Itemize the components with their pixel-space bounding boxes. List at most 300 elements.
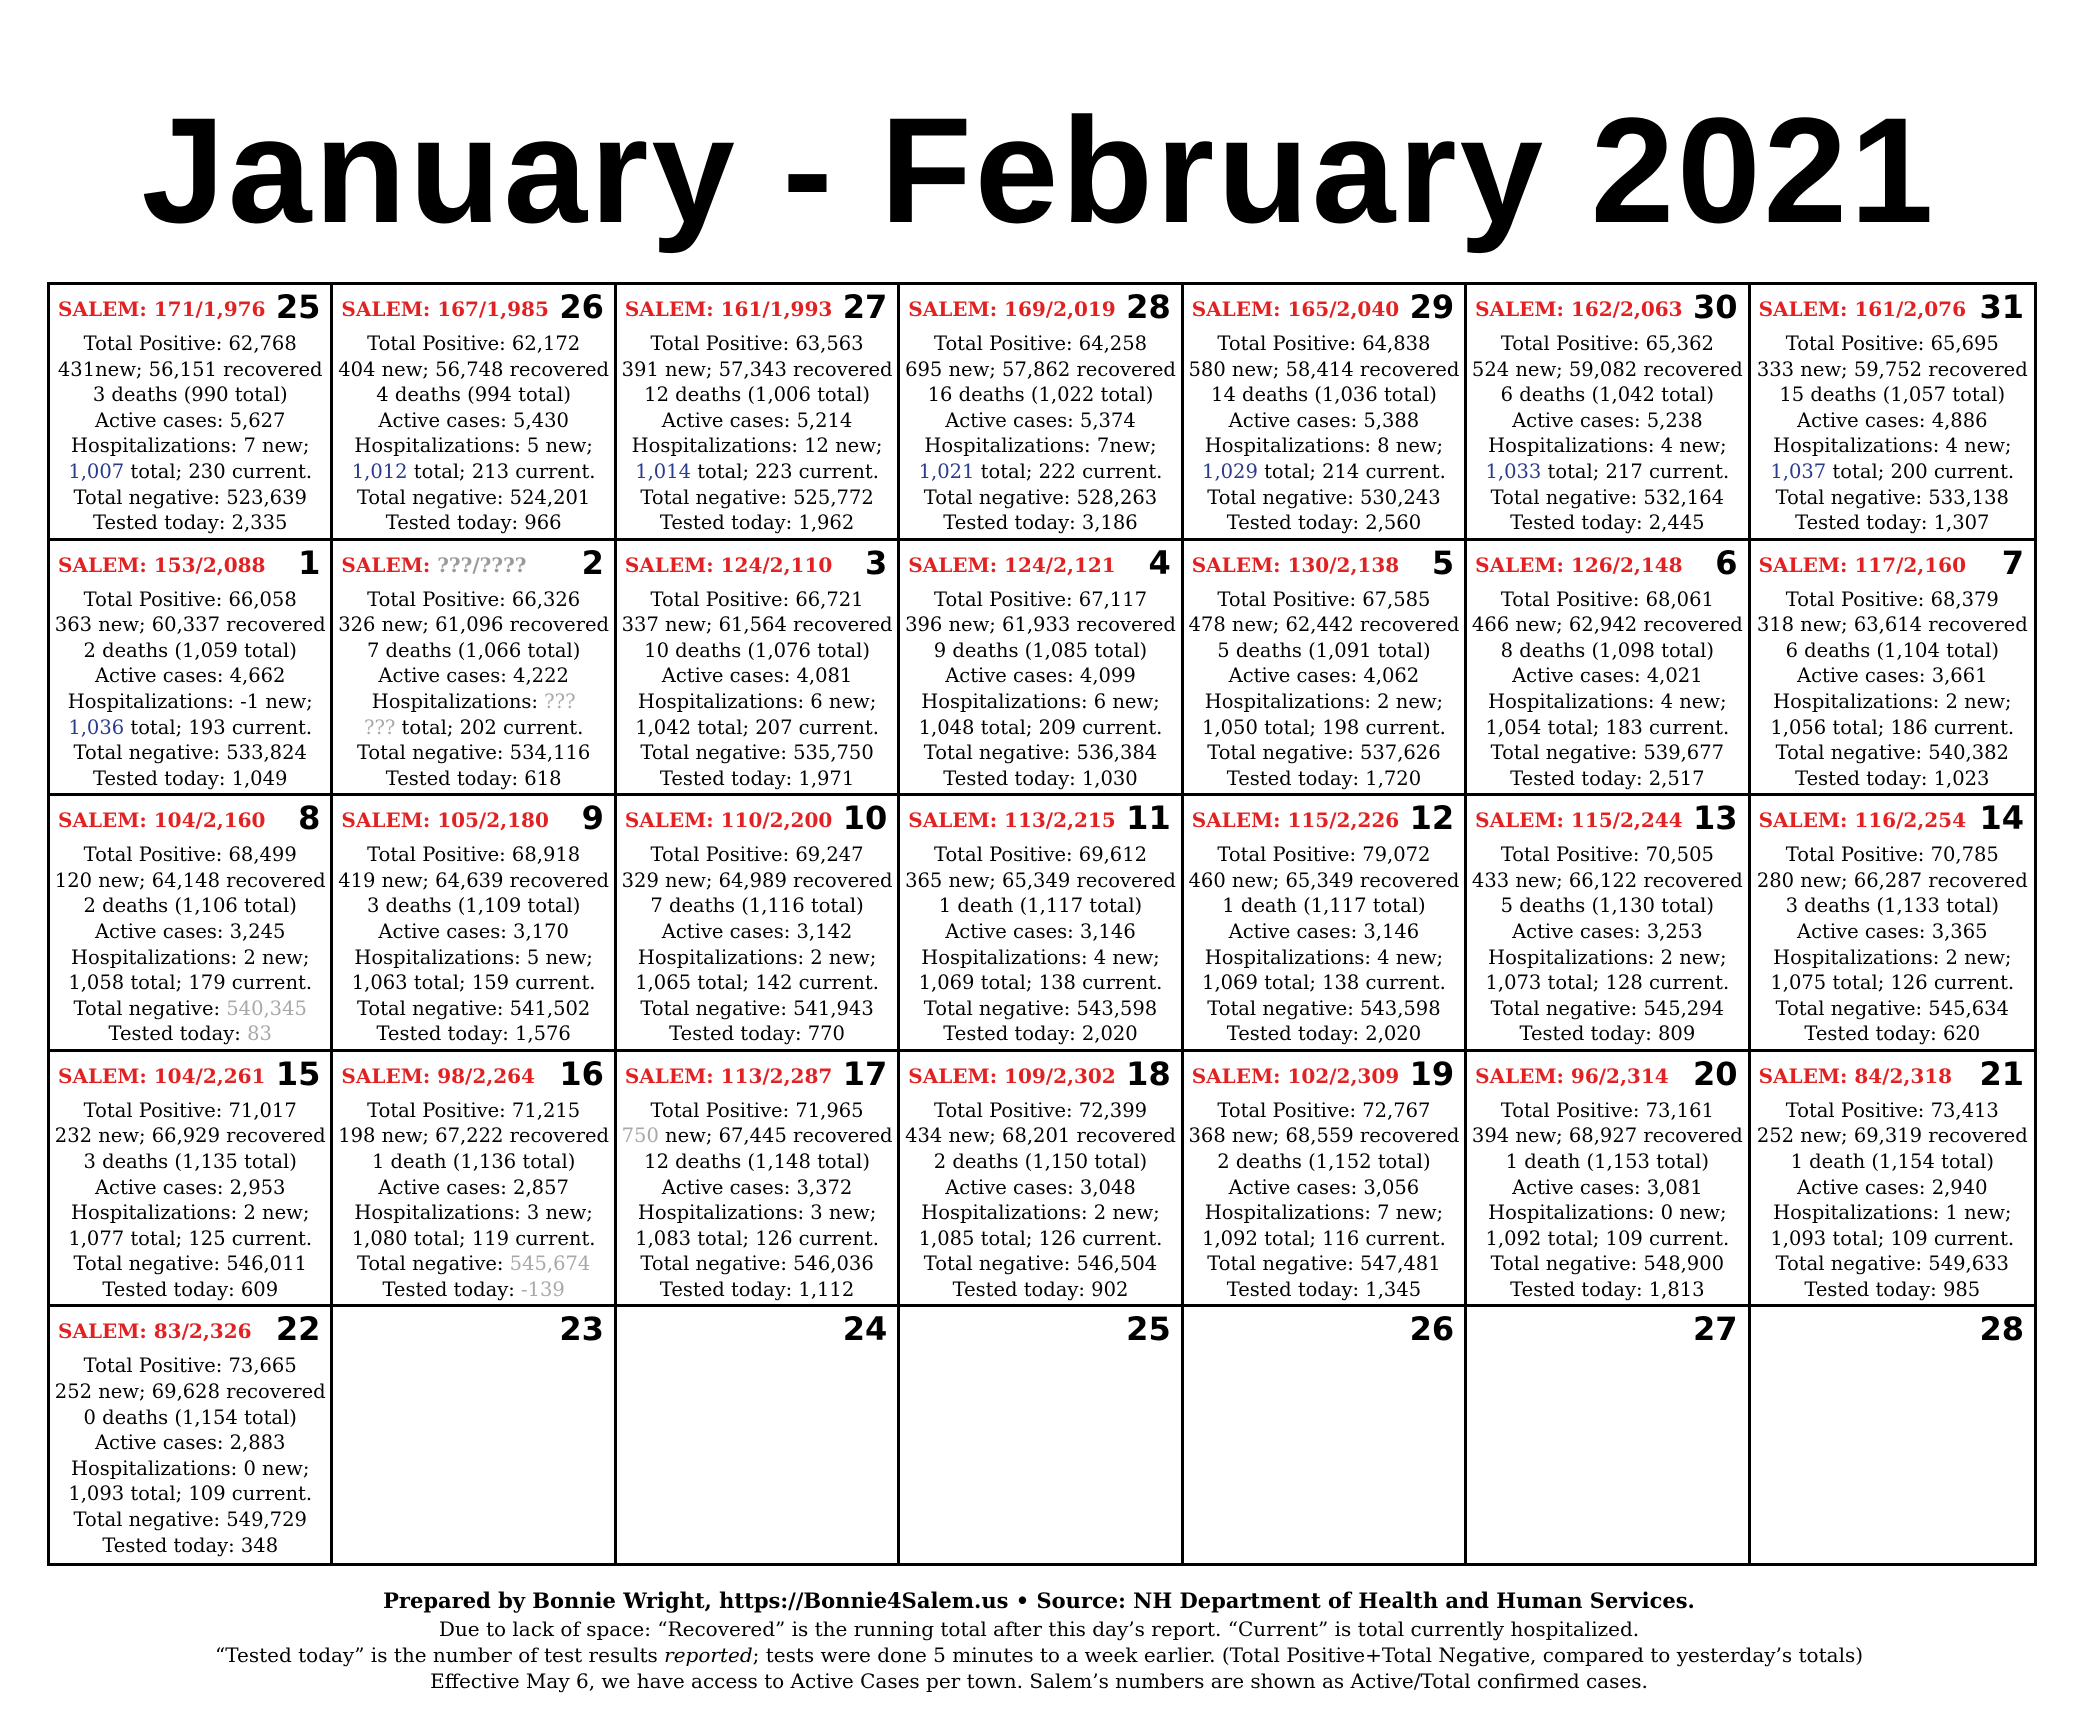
total-positive-text: Total Positive: 66,326 <box>367 587 581 611</box>
new-recovered-text: 394 new; 68,927 recovered <box>1471 1124 1743 1148</box>
salem-count <box>625 808 832 832</box>
hospitalizations-new-text: Hospitalizations: 0 new; <box>1488 1201 1727 1225</box>
active-cases-text: Active cases: 5,214 <box>661 408 853 432</box>
active-cases <box>617 408 897 434</box>
tested-today-text: Tested today: 1,307 <box>1795 511 1990 535</box>
total-negative <box>1751 485 2034 511</box>
hospitalizations-new-text: Hospitalizations: 5 new; <box>354 945 593 969</box>
salem-value: 110/2,200 <box>720 808 833 833</box>
active-cases <box>50 1175 330 1201</box>
hospitalizations-new <box>900 945 1180 971</box>
deaths <box>1751 638 2034 664</box>
hospitalizations-total-text: 1,085 total; 126 current. <box>918 1226 1163 1250</box>
hospitalizations-total <box>1184 459 1464 485</box>
day-cell <box>1467 1052 1750 1308</box>
hospitalizations-total <box>333 459 613 485</box>
new-recovered <box>333 1123 613 1149</box>
salem-label: SALEM: <box>1758 552 1855 577</box>
tested-today <box>617 510 897 536</box>
day-number: 31 <box>1979 288 2024 326</box>
salem-value: 113/2,215 <box>1004 808 1116 833</box>
total-negative-text: Total negative: 532,164 <box>1490 485 1725 509</box>
tested-today <box>50 1277 330 1303</box>
deaths-text: 2 deaths (1,106 total) <box>83 894 297 918</box>
active-cases-text: Active cases: 3,056 <box>1228 1175 1420 1199</box>
salem-count <box>58 553 265 577</box>
hospitalizations-new <box>50 1200 330 1226</box>
day-stats <box>900 1098 1180 1303</box>
hospitalizations-total-text: 1,093 total; 109 current. <box>68 1482 313 1506</box>
hospitalizations-total <box>333 1226 613 1252</box>
deaths-text: 3 deaths (1,133 total) <box>1785 894 1999 918</box>
hospitalizations-total-text: 1,050 total; 198 current. <box>1202 715 1446 739</box>
hospitalizations-total-text: total; 222 current. <box>974 459 1163 483</box>
hospitalizations-new <box>900 433 1180 459</box>
salem-label: SALEM: <box>341 552 438 577</box>
day-number: 5 <box>1431 543 1455 582</box>
salem-count <box>1192 1064 1399 1088</box>
day-cell <box>1184 1052 1467 1308</box>
hospitalizations-total <box>1467 970 1747 996</box>
hospitalizations-total-text: 1,021 <box>918 459 975 483</box>
deaths <box>617 638 897 664</box>
day-stats <box>1184 587 1464 792</box>
day-cell <box>900 1307 1183 1563</box>
total-negative <box>333 996 613 1022</box>
salem-label: SALEM: <box>58 1063 154 1088</box>
day-stats <box>617 1098 897 1303</box>
total-negative <box>50 1507 330 1533</box>
salem-count <box>58 297 265 321</box>
day-number: 27 <box>1693 1310 1738 1349</box>
hospitalizations-total-text: total; 214 current. <box>1257 459 1446 483</box>
day-cell <box>50 541 333 797</box>
new-recovered <box>617 868 897 894</box>
total-positive <box>617 331 897 357</box>
tested-today <box>50 510 330 536</box>
total-negative-text: Total negative: 543,598 <box>1207 996 1441 1020</box>
day-stats <box>333 842 613 1047</box>
new-recovered <box>1467 357 1747 383</box>
hospitalizations-total <box>900 459 1180 485</box>
day-cell <box>1184 541 1467 797</box>
salem-count <box>1192 297 1399 321</box>
active-cases-text: Active cases: 3,146 <box>945 919 1136 943</box>
total-negative <box>1751 1251 2034 1277</box>
new-recovered <box>50 1379 330 1405</box>
hospitalizations-new-text: Hospitalizations: 4 new; <box>1488 689 1727 713</box>
new-recovered <box>1184 1123 1464 1149</box>
total-positive <box>1467 331 1747 357</box>
deaths-text: 3 deaths (990 total) <box>92 383 288 407</box>
salem-value: 161/2,076 <box>1854 297 1967 321</box>
total-negative <box>617 996 897 1022</box>
day-number: 26 <box>1409 1310 1455 1349</box>
salem-value: 102/2,309 <box>1287 1063 1400 1088</box>
salem-value: 98/2,264 <box>437 1063 535 1088</box>
new-recovered <box>900 1123 1180 1149</box>
day-number: 14 <box>1979 799 2024 838</box>
hospitalizations-total <box>50 459 330 485</box>
hospitalizations-total-text: total; 223 current. <box>691 459 879 483</box>
hospitalizations-total <box>333 715 613 741</box>
tested-today <box>1467 510 1747 536</box>
hospitalizations-total-text: 1,054 total; 183 current. <box>1485 715 1730 739</box>
active-cases-text: Active cases: 4,222 <box>378 664 569 688</box>
deaths <box>50 1405 330 1431</box>
salem-value: 124/2,110 <box>720 552 833 577</box>
day-stats <box>333 587 613 792</box>
active-cases-text: Active cases: 3,146 <box>1228 919 1420 943</box>
salem-value: 117/2,160 <box>1854 552 1967 577</box>
deaths-text: 14 deaths (1,036 total) <box>1211 383 1437 407</box>
active-cases-text: Active cases: 3,142 <box>661 919 853 943</box>
active-cases-text: Active cases: 2,953 <box>94 1175 286 1199</box>
tested-today-text: Tested today: 1,971 <box>659 766 855 790</box>
total-positive <box>1751 842 2034 868</box>
total-negative-text: Total negative: 540,382 <box>1775 741 2009 765</box>
hospitalizations-new-text: Hospitalizations: 2 new; <box>1488 945 1727 969</box>
salem-label: SALEM: <box>1475 552 1571 577</box>
total-negative <box>1184 1251 1464 1277</box>
new-recovered-text: 198 new; 67,222 recovered <box>338 1124 610 1148</box>
new-recovered-text: 280 new; 66,287 recovered <box>1756 868 2028 892</box>
tested-today <box>50 1021 330 1047</box>
day-cell <box>1467 285 1750 541</box>
deaths-text: 2 deaths (1,059 total) <box>83 638 297 662</box>
hospitalizations-total-text: 1,014 <box>635 459 692 483</box>
hospitalizations-total <box>900 1226 1180 1252</box>
tested-today <box>1751 1277 2034 1303</box>
total-negative <box>50 996 330 1022</box>
deaths-text: 6 deaths (1,104 total) <box>1785 638 1999 662</box>
tested-today-text: Tested today: <box>108 1022 248 1046</box>
day-cell <box>333 796 616 1052</box>
salem-value: 115/2,244 <box>1570 808 1683 833</box>
day-stats <box>50 587 330 792</box>
tested-today <box>333 1021 613 1047</box>
day-number: 13 <box>1693 799 1738 838</box>
new-recovered-text: 391 new; 57,343 recovered <box>621 357 893 381</box>
new-recovered-text: 318 new; 63,614 recovered <box>1756 613 2028 637</box>
deaths-text: 1 death (1,154 total) <box>1790 1149 1994 1173</box>
deaths-text: 4 deaths (994 total) <box>376 383 572 407</box>
total-negative-text: Total negative: 523,639 <box>73 485 307 509</box>
total-negative-text: Total negative: 545,634 <box>1775 996 2009 1020</box>
deaths <box>50 1149 330 1175</box>
day-number: 28 <box>1126 288 1171 326</box>
day-cell <box>1184 1307 1467 1563</box>
footer-note-active: Effective May 6, we have access to Active Cases per town. Salem’s numbers are shown as Active/Total confirmed cases. <box>430 1669 1648 1693</box>
hospitalizations-total-text: 1,042 total; 207 current. <box>635 715 879 739</box>
salem-label: SALEM: <box>1758 808 1855 833</box>
active-cases <box>1184 663 1464 689</box>
new-recovered-text: 333 new; 59,752 recovered <box>1756 357 2028 381</box>
hospitalizations-total-text: 1,056 total; 186 current. <box>1770 715 2015 739</box>
total-positive <box>1467 842 1747 868</box>
hospitalizations-new <box>1184 689 1464 715</box>
total-positive <box>1751 1098 2034 1124</box>
tested-today-text: Tested today: 1,030 <box>943 766 1138 790</box>
tested-today-text: Tested today: 2,020 <box>1226 1022 1422 1046</box>
salem-count <box>908 553 1115 577</box>
active-cases-text: Active cases: 5,430 <box>378 408 569 432</box>
salem-count <box>58 1064 265 1088</box>
hospitalizations-total <box>617 1226 897 1252</box>
salem-label: SALEM: <box>1758 1063 1855 1088</box>
new-recovered <box>1751 868 2034 894</box>
total-positive <box>1467 587 1747 613</box>
hospitalizations-new <box>50 1456 330 1482</box>
day-number: 19 <box>1409 1054 1455 1093</box>
active-cases <box>1467 663 1747 689</box>
total-positive <box>333 842 613 868</box>
day-number: 12 <box>1409 799 1455 838</box>
total-negative <box>50 740 330 766</box>
total-positive-text: Total Positive: 73,161 <box>1500 1098 1714 1122</box>
day-number: 18 <box>1126 1054 1171 1093</box>
hospitalizations-new <box>1467 945 1747 971</box>
hospitalizations-new <box>50 945 330 971</box>
salem-count <box>1475 1064 1669 1088</box>
hospitalizations-new <box>50 433 330 459</box>
active-cases-text: Active cases: 4,099 <box>945 664 1136 688</box>
hospitalizations-new <box>1467 689 1747 715</box>
hospitalizations-new-text: Hospitalizations: 7new; <box>924 434 1157 458</box>
active-cases-text: Active cases: 2,883 <box>94 1431 286 1455</box>
total-negative <box>1184 485 1464 511</box>
salem-label: SALEM: <box>908 552 1005 577</box>
total-negative-text: Total negative: 548,900 <box>1490 1252 1725 1276</box>
new-recovered-text: 337 new; 61,564 recovered <box>621 613 893 637</box>
tested-today-text: Tested today: 985 <box>1804 1277 1981 1301</box>
total-positive <box>1467 1098 1747 1124</box>
new-recovered-text: new; 67,445 recovered <box>658 1124 893 1148</box>
active-cases-text: Active cases: 5,374 <box>945 408 1136 432</box>
hospitalizations-new-text: Hospitalizations: 2 new; <box>637 945 877 969</box>
new-recovered-text: 396 new; 61,933 recovered <box>905 613 1176 637</box>
hospitalizations-new-text: Hospitalizations: 2 new; <box>921 1201 1160 1225</box>
day-number: 28 <box>1979 1310 2024 1349</box>
hospitalizations-total <box>1467 459 1747 485</box>
deaths-text: 3 deaths (1,109 total) <box>366 894 581 918</box>
day-cell <box>617 1307 900 1563</box>
day-number: 4 <box>1148 543 1171 582</box>
total-negative-text: Total negative: 541,943 <box>640 996 874 1020</box>
day-number: 9 <box>581 799 604 838</box>
salem-label: SALEM: <box>58 552 154 577</box>
salem-count <box>341 297 548 321</box>
new-recovered-text: 329 new; 64,989 recovered <box>621 868 893 892</box>
salem-count <box>1759 297 1966 321</box>
active-cases <box>900 663 1180 689</box>
total-negative <box>1467 996 1747 1022</box>
hospitalizations-total-text: 1,048 total; 209 current. <box>918 715 1163 739</box>
deaths <box>50 382 330 408</box>
total-positive <box>900 331 1180 357</box>
salem-label: SALEM: <box>1191 297 1288 321</box>
calendar-grid <box>47 282 2037 1566</box>
active-cases-text: Active cases: 4,062 <box>1228 664 1420 688</box>
tested-today <box>333 1277 613 1303</box>
hospitalizations-total <box>1184 715 1464 741</box>
total-positive-text: Total Positive: 63,563 <box>650 332 864 355</box>
hospitalizations-total <box>1467 715 1747 741</box>
new-recovered-text: 120 new; 64,148 recovered <box>54 868 326 892</box>
hospitalizations-new <box>900 1200 1180 1226</box>
deaths-text: 3 deaths (1,135 total) <box>83 1149 297 1173</box>
footer-note-recovered: Due to lack of space: “Recovered” is the running total after this day’s report. “Current” is total currently hospitalized. <box>438 1617 1640 1641</box>
tested-today-text: -139 <box>521 1277 565 1301</box>
active-cases-text: Active cases: 3,048 <box>945 1175 1136 1199</box>
total-positive <box>50 1098 330 1124</box>
deaths <box>900 1149 1180 1175</box>
deaths-text: 6 deaths (1,042 total) <box>1500 383 1715 407</box>
day-cell <box>1467 796 1750 1052</box>
total-negative <box>617 485 897 511</box>
hospitalizations-new-text: Hospitalizations: 3 new; <box>354 1201 593 1225</box>
new-recovered <box>900 357 1180 383</box>
hospitalizations-new <box>1751 945 2034 971</box>
salem-count <box>341 808 548 832</box>
day-cell <box>1184 796 1467 1052</box>
deaths-text: 12 deaths (1,148 total) <box>644 1149 870 1173</box>
hospitalizations-total <box>617 970 897 996</box>
deaths <box>50 893 330 919</box>
salem-value: 109/2,302 <box>1004 1063 1116 1088</box>
total-positive-text: Total Positive: 62,172 <box>367 332 581 355</box>
total-positive-text: Total Positive: 69,247 <box>650 843 864 867</box>
hospitalizations-new-text: Hospitalizations: 6 new; <box>921 689 1160 713</box>
active-cases <box>1751 663 2034 689</box>
new-recovered-text: 434 new; 68,201 recovered <box>905 1124 1176 1148</box>
total-negative <box>617 740 897 766</box>
hospitalizations-new-text: Hospitalizations: 8 new; <box>1204 434 1444 458</box>
new-recovered-text: 363 new; 60,337 recovered <box>54 613 326 637</box>
tested-today-text: Tested today: 1,049 <box>93 766 288 790</box>
page-title: January - February 2021 <box>141 86 1937 254</box>
total-positive-text: Total Positive: 66,721 <box>650 587 864 611</box>
active-cases <box>1184 408 1464 434</box>
day-number: 17 <box>842 1054 888 1093</box>
tested-today-text: Tested today: 2,517 <box>1510 766 1705 790</box>
hospitalizations-total <box>617 459 897 485</box>
deaths <box>1751 893 2034 919</box>
day-cell <box>50 796 333 1052</box>
deaths <box>1751 382 2034 408</box>
new-recovered-text: 404 new; 56,748 recovered <box>338 357 610 381</box>
hospitalizations-new <box>1184 1200 1464 1226</box>
salem-count <box>341 553 526 577</box>
hospitalizations-total-text: 1,036 <box>68 715 125 739</box>
total-negative-text: Total negative: <box>73 996 227 1020</box>
salem-count <box>625 1064 832 1088</box>
total-negative-text: Total negative: 549,729 <box>73 1507 307 1531</box>
active-cases <box>50 919 330 945</box>
day-number: 15 <box>275 1054 321 1093</box>
tested-today <box>1184 1021 1464 1047</box>
total-negative-text: Total negative: 547,481 <box>1207 1252 1441 1276</box>
salem-label: SALEM: <box>1475 1063 1571 1088</box>
tested-today <box>1467 1277 1747 1303</box>
active-cases-text: Active cases: 4,081 <box>661 664 853 688</box>
hospitalizations-total-text: 1,092 total; 109 current. <box>1485 1226 1730 1250</box>
day-number: 27 <box>842 288 888 326</box>
salem-value: 104/2,160 <box>153 808 266 833</box>
hospitalizations-total-text: total; 217 current. <box>1541 459 1730 483</box>
total-positive-text: Total Positive: 68,061 <box>1500 587 1714 611</box>
day-cell <box>900 796 1183 1052</box>
salem-count <box>1475 808 1682 832</box>
hospitalizations-new <box>333 689 613 715</box>
tested-today <box>1184 510 1464 536</box>
total-negative-text: Total negative: 534,116 <box>356 741 591 765</box>
hospitalizations-new-text: Hospitalizations: 6 new; <box>637 689 877 713</box>
new-recovered-text: 750 <box>621 1124 659 1148</box>
new-recovered-text: 252 new; 69,628 recovered <box>54 1379 326 1403</box>
new-recovered <box>1184 612 1464 638</box>
salem-value: 84/2,318 <box>1854 1063 1953 1088</box>
tested-today <box>617 1021 897 1047</box>
total-positive <box>1184 331 1464 357</box>
salem-label: SALEM: <box>1191 552 1288 577</box>
active-cases <box>617 919 897 945</box>
hospitalizations-total <box>333 970 613 996</box>
total-negative <box>1751 740 2034 766</box>
hospitalizations-total-text: 1,058 total; 179 current. <box>68 971 313 995</box>
tested-today-text: Tested today: 609 <box>102 1277 279 1301</box>
tested-today <box>900 1277 1180 1303</box>
day-number: 6 <box>1715 543 1738 582</box>
tested-today-text: 83 <box>247 1022 272 1046</box>
salem-count <box>908 1064 1115 1088</box>
total-negative <box>50 1251 330 1277</box>
tested-today <box>333 510 613 536</box>
tested-today-text: Tested today: 348 <box>102 1533 279 1557</box>
total-positive-text: Total Positive: 72,399 <box>933 1098 1148 1122</box>
deaths <box>1467 638 1747 664</box>
hospitalizations-total-text: 1,092 total; 116 current. <box>1202 1226 1446 1250</box>
salem-label: SALEM: <box>341 808 438 833</box>
salem-label: SALEM: <box>624 297 721 321</box>
hospitalizations-new <box>617 945 897 971</box>
total-positive <box>1751 331 2034 357</box>
hospitalizations-new-text: Hospitalizations: 12 new; <box>631 434 883 458</box>
total-negative <box>333 485 613 511</box>
day-cell <box>900 1052 1183 1308</box>
total-negative-text: Total negative: 546,011 <box>73 1252 307 1276</box>
deaths <box>1184 382 1464 408</box>
salem-value: ???/???? <box>437 552 527 577</box>
footer-credit: Prepared by Bonnie Wright, https://Bonnie4Salem.us • Source: NH Department of Health and Human Services. <box>383 1588 1695 1613</box>
hospitalizations-new-text: Hospitalizations: 5 new; <box>354 434 593 458</box>
deaths <box>1467 893 1747 919</box>
hospitalizations-new-text: Hospitalizations: 7 new; <box>71 434 310 458</box>
new-recovered-text: 460 new; 65,349 recovered <box>1188 868 1460 892</box>
day-number: 11 <box>1126 799 1171 838</box>
hospitalizations-total-text: 1,077 total; 125 current. <box>68 1226 313 1250</box>
deaths-text: 1 death (1,117 total) <box>938 894 1143 918</box>
total-negative <box>900 740 1180 766</box>
salem-count <box>908 297 1115 321</box>
active-cases-text: Active cases: 3,081 <box>1512 1175 1703 1199</box>
total-positive-text: Total Positive: 64,258 <box>933 332 1148 355</box>
salem-label: SALEM: <box>58 297 154 321</box>
day-cell <box>1184 285 1467 541</box>
new-recovered <box>1467 868 1747 894</box>
total-positive <box>50 1353 330 1379</box>
tested-today <box>1751 766 2034 792</box>
